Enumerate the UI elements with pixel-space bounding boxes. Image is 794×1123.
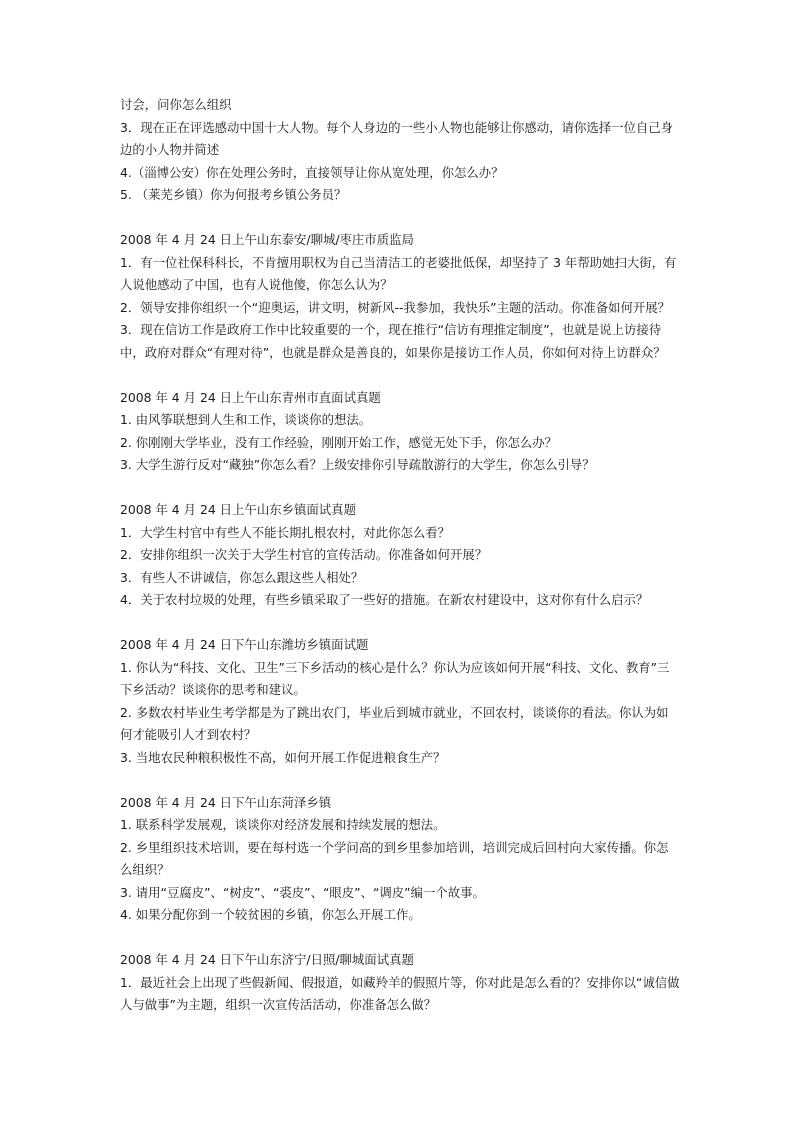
question-item: 5. （莱芜乡镇）你为何报考乡镇公务员？ — [120, 187, 347, 202]
question-item: 2. 你刚刚大学毕业，没有工作经验，刚刚开始工作，感觉无处下手，你怎么办？ — [120, 434, 558, 450]
section-jining-rizhao-liaocheng — [120, 949, 680, 1017]
section-heading: 2008 年 4 月 24 日上午山东泰安/聊城/枣庄市质监局 — [120, 232, 414, 247]
question-item: 3. 请用“豆腐皮”、“树皮”、“裘皮”、“眼皮”、“调皮”编一个故事。 — [120, 884, 485, 900]
question-item: 1. 你认为“科技、文化、卫生”三下乡活动的核心是什么？你认为应该如何开展“科技、文化、教育”三下乡活动？谈谈你的思考和建议。 — [120, 659, 670, 697]
question-item: 1．有一位社保科科长，不肯擅用职权为自己当清洁工的老婆批低保，却坚持了 3 年帮助她扫大街，有人说他感动了中国，也有人说他傻，你怎么认为？ — [120, 254, 677, 292]
question-item: 2. 多数农村毕业生考学都是为了跳出农门，毕业后到城市就业，不回农村，谈谈你的看法。你认为如何才能吸引人才到农村？ — [120, 704, 669, 742]
question-item: 3．现在信访工作是政府工作中比较重要的一个，现在推行“信访有理推定制度”，也就是说上访接待中，政府对群众“有理对待”，也就是群众是善良的，如果你是接访工作人员，你如何对待上访群众？ — [120, 322, 666, 360]
question-item: 1. 由风筝联想到人生和工作，谈谈你的想法。 — [120, 412, 372, 427]
question-item: 2．领导安排你组织一个“迎奥运，讲文明，树新风--我参加，我快乐”主题的活动。你准备如何开展？ — [120, 299, 671, 315]
question-item: 讨会，问你怎么组织 — [120, 97, 232, 112]
question-item: 4.（淄博公安）你在处理公务时，直接领导让你从宽处理，你怎么办？ — [120, 164, 504, 180]
question-item: 3. 大学生游行反对“藏独”你怎么看？上级安排你引导疏散游行的大学生，你怎么引导？ — [120, 457, 595, 472]
question-item: 1．大学生村官中有些人不能长期扎根农村，对此你怎么看？ — [120, 524, 451, 540]
question-item: 3．有些人不讲诚信，你怎么跟这些人相处？ — [120, 569, 364, 585]
question-item: 3．现在正在评选感动中国十大人物。每个人身边的一些小人物也能够让你感动，请你选择一位自己身边的小人物并简述 — [120, 119, 674, 157]
section-continued — [120, 94, 680, 207]
section-heze — [120, 792, 680, 927]
question-item: 4. 如果分配你到一个较贫困的乡镇，你怎么开展工作。 — [120, 907, 421, 922]
question-item: 2．安排你组织一次关于大学生村官的宣传活动。你准备如何开展？ — [120, 547, 488, 562]
section-heading: 2008 年 4 月 24 日上午山东青州市直面试真题 — [120, 389, 381, 405]
section-heading: 2008 年 4 月 24 日下午山东潍坊乡镇面试题 — [120, 637, 369, 652]
section-weifang — [120, 634, 680, 769]
question-item: 2. 乡里组织技术培训，要在每村选一个学问高的到乡里参加培训，培训完成后回村向大家传播。你怎么组织？ — [120, 839, 669, 877]
section-heading: 2008 年 4 月 24 日下午山东菏泽乡镇 — [120, 794, 332, 810]
section-taian-liaocheng-zaozhuang — [120, 229, 680, 364]
section-shandong-xiangzhen — [120, 499, 680, 612]
section-heading: 2008 年 4 月 24 日上午山东乡镇面试真题 — [120, 502, 356, 517]
question-item: 3. 当地农民种粮积极性不高，如何开展工作促进粮食生产？ — [120, 749, 446, 765]
section-heading: 2008 年 4 月 24 日下午山东济宁/日照/聊城面试真题 — [120, 952, 414, 967]
question-item: 4．关于农村垃圾的处理，有些乡镇采取了一些好的措施。在新农村建设中，这对你有什么启示？ — [120, 592, 649, 607]
section-qingzhou — [120, 387, 680, 477]
document-page — [120, 94, 680, 1017]
question-item: 1. 联系科学发展观，谈谈你对经济发展和持续发展的想法。 — [120, 817, 446, 832]
question-item: 1．最近社会上出现了些假新闻、假报道，如藏羚羊的假照片等，你对此是怎么看的？安排你以“诚信做人与做事”为主题，组织一次宣传活活动，你准备怎么做？ — [120, 974, 680, 1012]
